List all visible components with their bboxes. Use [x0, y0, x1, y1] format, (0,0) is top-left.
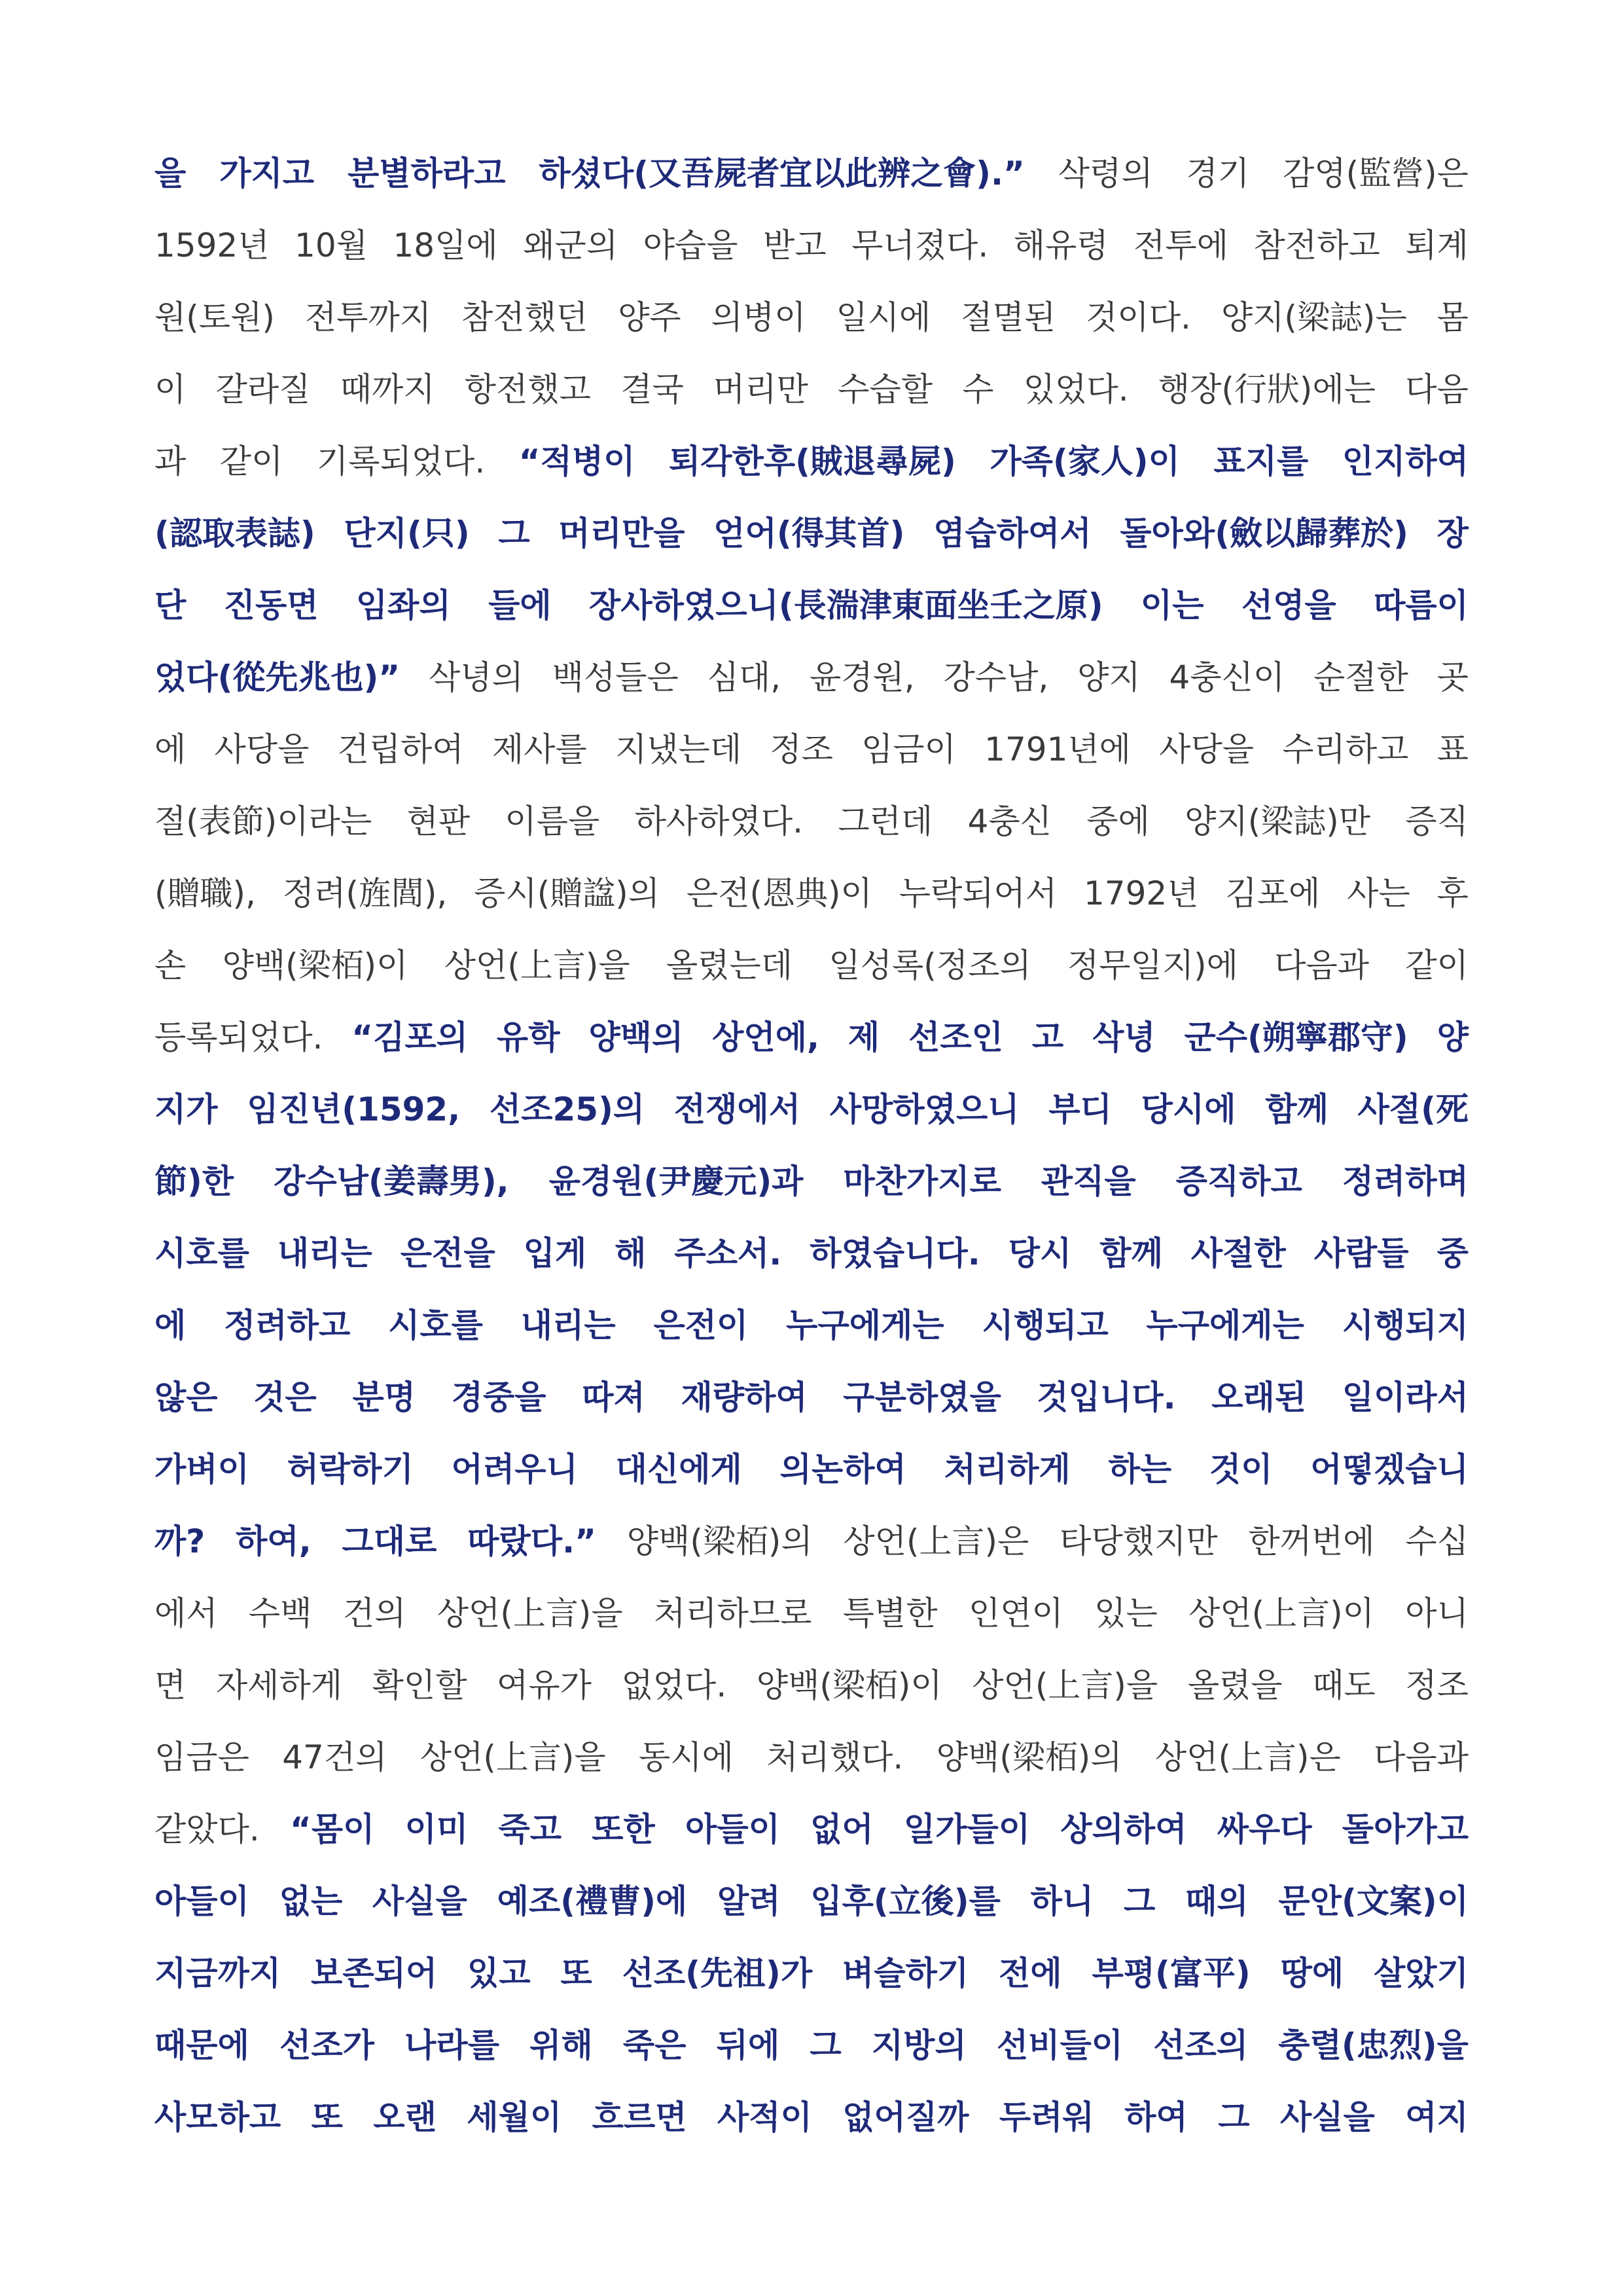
body-word: 건립하여	[337, 730, 464, 768]
body-word: 수백	[248, 1594, 312, 1632]
body-word: 절멸된	[961, 298, 1056, 336]
quoted-word: 입게	[523, 1234, 587, 1272]
quoted-word: 것입니다.	[1037, 1378, 1176, 1416]
body-word: 한꺼번에	[1248, 1522, 1375, 1560]
quoted-word: 시행되지	[1342, 1306, 1469, 1344]
body-word: 양백(梁栢)의	[936, 1738, 1122, 1776]
text-line	[154, 1505, 1469, 1577]
body-word: 아니	[1405, 1594, 1469, 1632]
body-word: 때까지	[340, 370, 435, 408]
text-line	[154, 1001, 1469, 1073]
quoted-word: 사모하고	[154, 2098, 281, 2136]
quoted-word: 사실을	[372, 1882, 467, 1920]
quoted-word: 얻어(得其首)	[713, 514, 905, 552]
body-word: 받고	[763, 226, 827, 264]
quoted-word: 나라를	[404, 2026, 499, 2064]
body-word: 갈라질	[215, 370, 311, 408]
quoted-word: 따져	[582, 1378, 645, 1416]
quoted-word: 않은	[154, 1378, 218, 1416]
quoted-word: 증직하고	[1175, 1162, 1302, 1200]
body-word: 퇴계	[1405, 226, 1469, 264]
body-word: 타당했지만	[1060, 1522, 1218, 1560]
quoted-word: 마찬가지로	[843, 1162, 1001, 1200]
quoted-word: 내리는	[277, 1234, 372, 1272]
quoted-word: 까?	[154, 1522, 205, 1560]
quoted-word: 뒤에	[716, 2026, 780, 2064]
body-word: 행장(行狀)에는	[1158, 370, 1376, 408]
body-word: 상언(上言)은	[843, 1522, 1029, 1560]
quoted-word: 해	[615, 1234, 647, 1272]
text-line	[154, 1721, 1469, 1793]
quoted-word: 상의하여	[1060, 1810, 1187, 1848]
body-word: 상언(上言)을	[419, 1738, 606, 1776]
quoted-word: 하여	[1124, 2098, 1188, 2136]
text-line	[154, 281, 1469, 353]
body-word: 이	[154, 370, 187, 408]
quoted-word: 어려우니	[451, 1450, 578, 1488]
quoted-word: 장	[1436, 514, 1469, 552]
body-word: 에서	[154, 1594, 218, 1632]
quoted-word: 이는	[1140, 586, 1204, 624]
text-line	[154, 785, 1469, 857]
body-word: 전투까지	[304, 298, 432, 336]
body-word: 상언(上言)이	[1188, 1594, 1374, 1632]
quoted-word: 그	[810, 2026, 842, 2064]
quoted-word: 없어질까	[842, 2098, 969, 2136]
text-line	[154, 2081, 1469, 2153]
body-word: 왜군의	[523, 226, 618, 264]
body-word: 항전했고	[464, 370, 591, 408]
quoted-word: 하였습니다.	[810, 1234, 980, 1272]
body-word: 사당을	[214, 730, 310, 768]
quoted-word: 오랜	[373, 2098, 437, 2136]
quoted-word: 입후(立後)를	[810, 1882, 1001, 1920]
body-word: 상언(上言)을	[444, 946, 630, 984]
quoted-word: 따랐다.”	[467, 1522, 596, 1560]
body-word: 정조	[1405, 1666, 1469, 1704]
body-word: 확인할	[372, 1666, 467, 1704]
quoted-word: 정려하고	[224, 1306, 351, 1344]
body-word: 삭녕의	[428, 658, 524, 696]
quoted-word: 머리만을	[558, 514, 685, 552]
quoted-word: 그	[498, 514, 530, 552]
quoted-word: 시행되고	[982, 1306, 1109, 1344]
body-word: 강수남,	[943, 658, 1049, 696]
body-word: 양지	[1077, 658, 1141, 696]
body-word: 양백(梁栢)이	[756, 1666, 942, 1704]
quoted-word: 시호를	[388, 1306, 483, 1344]
quoted-word: 표지를	[1213, 442, 1309, 480]
text-line	[154, 569, 1469, 641]
quoted-word: 가족(家人)이	[990, 442, 1180, 480]
quoted-word: 돌아가고	[1342, 1810, 1469, 1848]
quoted-word: 싸우다	[1217, 1810, 1312, 1848]
quoted-word: 살았기	[1373, 1954, 1469, 1992]
quoted-word: 선조(先祖)가	[622, 1954, 813, 1992]
text-line	[154, 425, 1469, 497]
body-word: 중에	[1086, 802, 1150, 840]
quoted-word: 세월이	[467, 2098, 562, 2136]
text-line	[154, 209, 1469, 281]
body-word: 있는	[1094, 1594, 1158, 1632]
quoted-word: 사절(死	[1357, 1090, 1469, 1128]
quoted-word: 선조의	[1153, 2026, 1249, 2064]
quoted-word: 의논하여	[779, 1450, 906, 1488]
quoted-word: 오래된	[1211, 1378, 1307, 1416]
quoted-word: 가벼이	[154, 1450, 249, 1488]
body-word: (贈職),	[154, 874, 256, 912]
body-word: 지냈는데	[615, 730, 742, 768]
body-word: 순절한	[1313, 658, 1408, 696]
quoted-word: 가지고	[219, 154, 315, 192]
quoted-word: 또	[311, 2098, 343, 2136]
body-word: 경기	[1186, 154, 1250, 192]
quoted-word: 지방의	[871, 2026, 967, 2064]
body-word: 동시에	[639, 1738, 734, 1776]
body-word: 임금이	[861, 730, 956, 768]
body-word: 김포에	[1225, 874, 1321, 912]
quoted-word: 사람들	[1313, 1234, 1409, 1272]
body-word: 이름을	[505, 802, 600, 840]
body-word: 정려(旌閭),	[282, 874, 448, 912]
quoted-word: 유학	[496, 1018, 560, 1056]
body-word: 양지(梁誌)만	[1185, 802, 1371, 840]
quoted-word: 보존되어	[311, 1954, 438, 1992]
body-word: 같이	[219, 442, 283, 480]
quoted-word: 퇴각한후(賊退尋屍)	[668, 442, 956, 480]
quoted-word: 節)한	[154, 1162, 234, 1200]
quoted-word: 경중을	[451, 1378, 546, 1416]
body-word: 것이다.	[1086, 298, 1191, 336]
body-word: 상언(上言)은	[1154, 1738, 1341, 1776]
body-word: 야습을	[643, 226, 738, 264]
body-word: 참전했던	[461, 298, 588, 336]
quoted-word: 아들이	[154, 1882, 249, 1920]
body-word: 수	[962, 370, 994, 408]
quoted-word: 사망하였으니	[829, 1090, 1020, 1128]
quoted-word: 흐르면	[592, 2098, 687, 2136]
body-word: 수십	[1405, 1522, 1469, 1560]
quoted-word: 들에	[488, 586, 552, 624]
quoted-word: 지금까지	[154, 1954, 281, 1992]
body-word: 정무일지)에	[1067, 946, 1238, 984]
quoted-word: 단	[154, 586, 187, 624]
body-word: 1592년	[154, 226, 270, 264]
text-line	[154, 1361, 1469, 1433]
body-word: 특별한	[842, 1594, 938, 1632]
body-word: 양주	[618, 298, 681, 336]
quoted-word: 주소서.	[674, 1234, 782, 1272]
body-word: 백성들은	[552, 658, 679, 696]
quoted-word: 따름이	[1374, 586, 1469, 624]
quoted-word: 은전이	[653, 1306, 749, 1344]
body-word: 올렸는데	[666, 946, 793, 984]
quoted-word: 하니	[1030, 1882, 1094, 1920]
quoted-word: 재량하여	[681, 1378, 808, 1416]
body-word: 같이	[1405, 946, 1469, 984]
body-word: 후	[1436, 874, 1469, 912]
quoted-word: 사실을	[1279, 2098, 1375, 2136]
quoted-word: 죽고	[498, 1810, 562, 1848]
body-word: 증시(贈諡)의	[474, 874, 660, 912]
body-word: 증직	[1405, 802, 1469, 840]
quoted-word: (認取表誌)	[154, 514, 315, 552]
quoted-word: 양백의	[588, 1018, 684, 1056]
quoted-word: 을	[154, 154, 187, 192]
body-word: 양백(梁栢)의	[626, 1522, 813, 1560]
body-word: 47건의	[282, 1738, 387, 1776]
body-word: 있었다.	[1023, 370, 1129, 408]
quoted-word: 전쟁에서	[673, 1090, 801, 1128]
body-word: 원(토원)	[154, 298, 275, 336]
quoted-word: 분별하라고	[348, 154, 506, 192]
quoted-word: 일이라서	[1342, 1378, 1469, 1416]
quoted-word: 때문에	[154, 2026, 249, 2064]
quoted-word: 삭녕	[1092, 1018, 1156, 1056]
body-word: 삭령의	[1058, 154, 1153, 192]
quoted-word: 양	[1436, 1018, 1469, 1056]
quoted-word: 군수(朔寧郡守)	[1184, 1018, 1408, 1056]
quoted-word: 돌아와(斂以歸葬於)	[1120, 514, 1408, 552]
quoted-word: 고	[1031, 1018, 1064, 1056]
text-line	[154, 713, 1469, 785]
quoted-word: 또	[560, 1954, 592, 1992]
body-word: 임금은	[154, 1738, 249, 1776]
body-word: 머리만	[713, 370, 808, 408]
text-line	[154, 2009, 1469, 2081]
body-word: 해유령	[1013, 226, 1109, 264]
body-word: 10월	[294, 226, 368, 264]
quoted-word: 에	[154, 1306, 187, 1344]
quoted-word: 진동면	[223, 586, 319, 624]
body-word: 4충신	[967, 802, 1052, 840]
quoted-word: 알려	[717, 1882, 781, 1920]
quoted-word: 사적이	[717, 2098, 812, 2136]
body-word: 등록되었다.	[154, 1018, 323, 1056]
quoted-word: 사절한	[1190, 1234, 1286, 1272]
body-word: 사당을	[1159, 730, 1255, 768]
quoted-word: 처리하게	[944, 1450, 1071, 1488]
quoted-word: 당시에	[1141, 1090, 1236, 1128]
quoted-word: 그	[1218, 2098, 1250, 2136]
body-word: 무너졌다.	[851, 226, 989, 264]
text-line	[154, 1937, 1469, 2009]
body-word: 올렸을	[1187, 1666, 1283, 1704]
body-word: 자세하게	[215, 1666, 343, 1704]
body-word: 윤경원,	[809, 658, 915, 696]
quoted-word: 하여,	[236, 1522, 312, 1560]
quoted-word: “적병이	[518, 442, 635, 480]
body-word: 건의	[342, 1594, 406, 1632]
text-line	[154, 1433, 1469, 1505]
body-word: 없었다.	[621, 1666, 727, 1704]
quoted-word: 문안(文案)이	[1278, 1882, 1469, 1920]
quoted-word: 그	[1124, 1882, 1156, 1920]
quoted-word: 내리는	[520, 1306, 616, 1344]
quoted-word: 임진년(1592,	[247, 1090, 461, 1128]
quoted-word: 선비들이	[996, 2026, 1124, 2064]
quoted-word: 관직을	[1041, 1162, 1136, 1200]
quoted-word: 위해	[529, 2026, 593, 2064]
quoted-word: 대신에게	[615, 1450, 742, 1488]
text-line	[154, 1289, 1469, 1361]
quoted-word: 선영을	[1241, 586, 1336, 624]
quoted-word: 죽은	[622, 2026, 687, 2064]
body-word: 누락되어서	[899, 874, 1058, 912]
body-word: 일성록(정조의	[829, 946, 1031, 984]
quoted-word: 전에	[999, 1954, 1062, 1992]
quoted-word: 임좌의	[355, 586, 451, 624]
body-word: 결국	[620, 370, 684, 408]
quoted-word: 중	[1436, 1234, 1469, 1272]
body-word: 다음과	[1274, 946, 1370, 984]
body-word: 사는	[1347, 874, 1410, 912]
quoted-word: 제	[847, 1018, 880, 1056]
body-word: 정조	[770, 730, 833, 768]
quoted-word: 누구에게는	[786, 1306, 944, 1344]
text-line	[154, 1217, 1469, 1289]
quoted-word: 이미	[404, 1810, 469, 1848]
quoted-word: 것은	[253, 1378, 317, 1416]
body-word: 다음과	[1374, 1738, 1469, 1776]
text-line	[154, 1073, 1469, 1145]
quoted-word: 예조(禮曹)에	[497, 1882, 688, 1920]
body-word: 1791년에	[984, 730, 1131, 768]
quoted-word: “김포의	[351, 1018, 469, 1056]
quoted-word: 여지	[1405, 2098, 1469, 2136]
body-word: 인연이	[968, 1594, 1063, 1632]
quoted-word: 일가들이	[903, 1810, 1031, 1848]
quoted-word: 누구에게는	[1146, 1306, 1304, 1344]
document-page	[154, 137, 1469, 2153]
quoted-word: 선조인	[908, 1018, 1003, 1056]
quoted-word: 선조가	[279, 2026, 374, 2064]
quoted-word: 하셨다(又吾屍者宜以此辨之會).”	[539, 154, 1025, 192]
body-word: 과	[154, 442, 187, 480]
body-word: 몸	[1436, 298, 1469, 336]
body-word: 에	[154, 730, 187, 768]
text-line	[154, 641, 1469, 713]
body-word: 다음	[1405, 370, 1469, 408]
body-word: 제사를	[491, 730, 587, 768]
quoted-word: 부디	[1048, 1090, 1112, 1128]
body-word: 때도	[1312, 1666, 1376, 1704]
body-word: 전투에	[1133, 226, 1229, 264]
body-word: 손	[154, 946, 187, 984]
body-word: 하사하였다.	[634, 802, 804, 840]
body-word: 여유가	[497, 1666, 592, 1704]
body-word: 수리하고	[1282, 730, 1409, 768]
body-word: 참전하고	[1253, 226, 1380, 264]
body-word: 처리하므로	[653, 1594, 812, 1632]
quoted-word: 선조25)의	[489, 1090, 645, 1128]
quoted-word: 아들이	[685, 1810, 780, 1848]
text-line	[154, 1145, 1469, 1217]
text-line	[154, 1865, 1469, 1937]
quoted-word: 부평(富平)	[1092, 1954, 1251, 1992]
quoted-word: 것이	[1209, 1450, 1273, 1488]
text-line	[154, 1793, 1469, 1865]
body-word: 상언(上言)을	[437, 1594, 623, 1632]
quoted-word: 어떻겠습니	[1310, 1450, 1469, 1488]
body-word: 4충신이	[1169, 658, 1285, 696]
quoted-word: 인지하여	[1342, 442, 1469, 480]
body-word: 표	[1436, 730, 1469, 768]
text-line	[154, 497, 1469, 569]
quoted-word: 없는	[279, 1882, 343, 1920]
body-word: 절(表節)이라는	[154, 802, 372, 840]
quoted-word: 었다(從先兆也)”	[154, 658, 401, 696]
quoted-word: 지가	[154, 1090, 218, 1128]
quoted-word: 단지(只)	[344, 514, 470, 552]
quoted-word: 때의	[1185, 1882, 1249, 1920]
body-word: 양백(梁栢)이	[222, 946, 408, 984]
quoted-word: 없어	[810, 1810, 874, 1848]
text-line	[154, 137, 1469, 209]
text-line	[154, 857, 1469, 929]
quoted-word: 염습하여서	[933, 514, 1092, 552]
body-word: 감영(監營)은	[1283, 154, 1469, 192]
quoted-word: 구분하였을	[843, 1378, 1001, 1416]
body-word: 은전(恩典)이	[686, 874, 872, 912]
body-word: 현판	[406, 802, 471, 840]
quoted-word: 당시	[1008, 1234, 1072, 1272]
body-word: 처리했다.	[766, 1738, 904, 1776]
quoted-word: 상언에,	[712, 1018, 820, 1056]
quoted-word: 윤경원(尹慶元)과	[548, 1162, 804, 1200]
body-word: 양지(梁誌)는	[1221, 298, 1407, 336]
body-word: 1792년	[1084, 874, 1199, 912]
quoted-word: 그대로	[342, 1522, 437, 1560]
quoted-word: 장사하였으니(長湍津東面坐壬之原)	[589, 586, 1103, 624]
quoted-word: 강수남(姜壽男),	[274, 1162, 509, 1200]
quoted-word: 함께	[1099, 1234, 1163, 1272]
body-word: 곳	[1436, 658, 1469, 696]
quoted-word: 또한	[592, 1810, 655, 1848]
quoted-word: 정려하며	[1342, 1162, 1469, 1200]
quoted-word: “몸이	[289, 1810, 375, 1848]
quoted-word: 땅에	[1280, 1954, 1344, 1992]
body-word: 일시에	[836, 298, 931, 336]
quoted-word: 함께	[1265, 1090, 1329, 1128]
text-line	[154, 1649, 1469, 1721]
body-word: 상언(上言)을	[972, 1666, 1158, 1704]
quoted-word: 하는	[1108, 1450, 1172, 1488]
body-word: 18일에	[393, 226, 498, 264]
body-word: 같았다.	[154, 1810, 260, 1848]
quoted-word: 시호를	[154, 1234, 249, 1272]
quoted-word: 벼슬하기	[842, 1954, 969, 1992]
body-word: 기록되었다.	[316, 442, 486, 480]
body-word: 의병이	[711, 298, 806, 336]
body-word: 면	[154, 1666, 187, 1704]
quoted-word: 있고	[467, 1954, 531, 1992]
quoted-word: 두려워	[999, 2098, 1094, 2136]
body-word: 심대,	[707, 658, 781, 696]
text-line	[154, 929, 1469, 1001]
body-word: 그런데	[838, 802, 933, 840]
text-line	[154, 353, 1469, 425]
body-word: 수습할	[838, 370, 933, 408]
quoted-word: 분명	[352, 1378, 416, 1416]
text-line	[154, 1577, 1469, 1649]
quoted-word: 은전을	[400, 1234, 495, 1272]
quoted-word: 허락하기	[287, 1450, 414, 1488]
quoted-word: 충렬(忠烈)을	[1278, 2026, 1469, 2064]
